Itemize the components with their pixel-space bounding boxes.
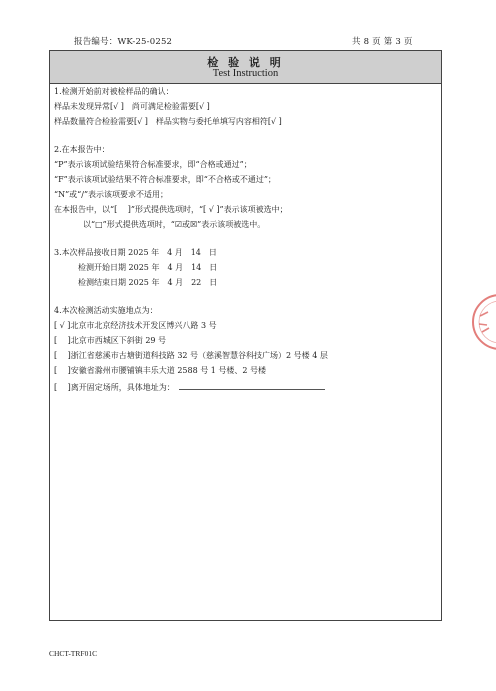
section2-p-definition: “P”表示该项试验结果符合标准要求，即“合格或通过”； xyxy=(54,160,252,169)
section2-bracket-note: 在本报告中，以“[ ]”形式提供选项时，“[ √ ]”表示该项被选中； xyxy=(54,205,288,214)
location-3: [ ]浙江省慈溪市古塘街道科技路 32 号（慈溪智慧谷科技广场）2 号楼 4 层 xyxy=(54,351,328,360)
location-5-label: [ ]离开固定场所，具体地址为： xyxy=(54,383,175,392)
seal-stamp-icon xyxy=(470,292,496,352)
location-1: [ √ ]北京市北京经济技术开发区博兴八路 3 号 xyxy=(54,321,217,330)
section2-n-definition: “N”或“/”表示该项要求不适用； xyxy=(54,190,169,199)
section2-heading: 2.在本报告中： xyxy=(54,145,110,154)
title-bar xyxy=(50,51,441,84)
section2-f-definition: “F”表示该项试验结果不符合标准要求，即“不合格或不通过”； xyxy=(54,175,276,184)
section1-line2: 样品数量符合检验需要[√ ] 样品实物与委托单填写内容相符[√ ] xyxy=(54,117,282,126)
location-5 xyxy=(54,381,325,393)
title-cn: 检 验 说 明 xyxy=(207,56,284,69)
section2-box-note: 以“□”形式提供选项时，“☑或☒”表示该项被选中。 xyxy=(83,220,266,229)
title-en: Test Instruction xyxy=(212,68,279,79)
location-2: [ ]北京市西城区下斜街 29 号 xyxy=(54,336,167,345)
page-info: 共 8 页 第 3 页 xyxy=(352,37,413,47)
address-blank-line xyxy=(179,381,325,390)
sample-received-date: 3.本次样品接收日期 2025 年 4 月 14 日 xyxy=(54,248,217,257)
location-4: [ ]安徽省滁州市腰铺镇丰乐大道 2588 号 1 号楼、2 号楼 xyxy=(54,366,267,375)
test-end-date: 检测结束日期 2025 年 4 月 22 日 xyxy=(78,278,218,287)
section1-heading: 1.检测开始前对被检样品的确认： xyxy=(54,87,174,96)
report-number: 报告编号：WK-25-0252 xyxy=(74,37,173,47)
section4-heading: 4.本次检测活动实施地点为： xyxy=(54,306,158,315)
instruction-frame xyxy=(49,50,442,621)
section1-line1: 样品未发现异常[√ ] 尚可满足检验需要[√ ] xyxy=(54,102,210,111)
form-code: CHCT-TRF01C xyxy=(49,649,98,658)
test-start-date: 检测开始日期 2025 年 4 月 14 日 xyxy=(78,263,218,272)
